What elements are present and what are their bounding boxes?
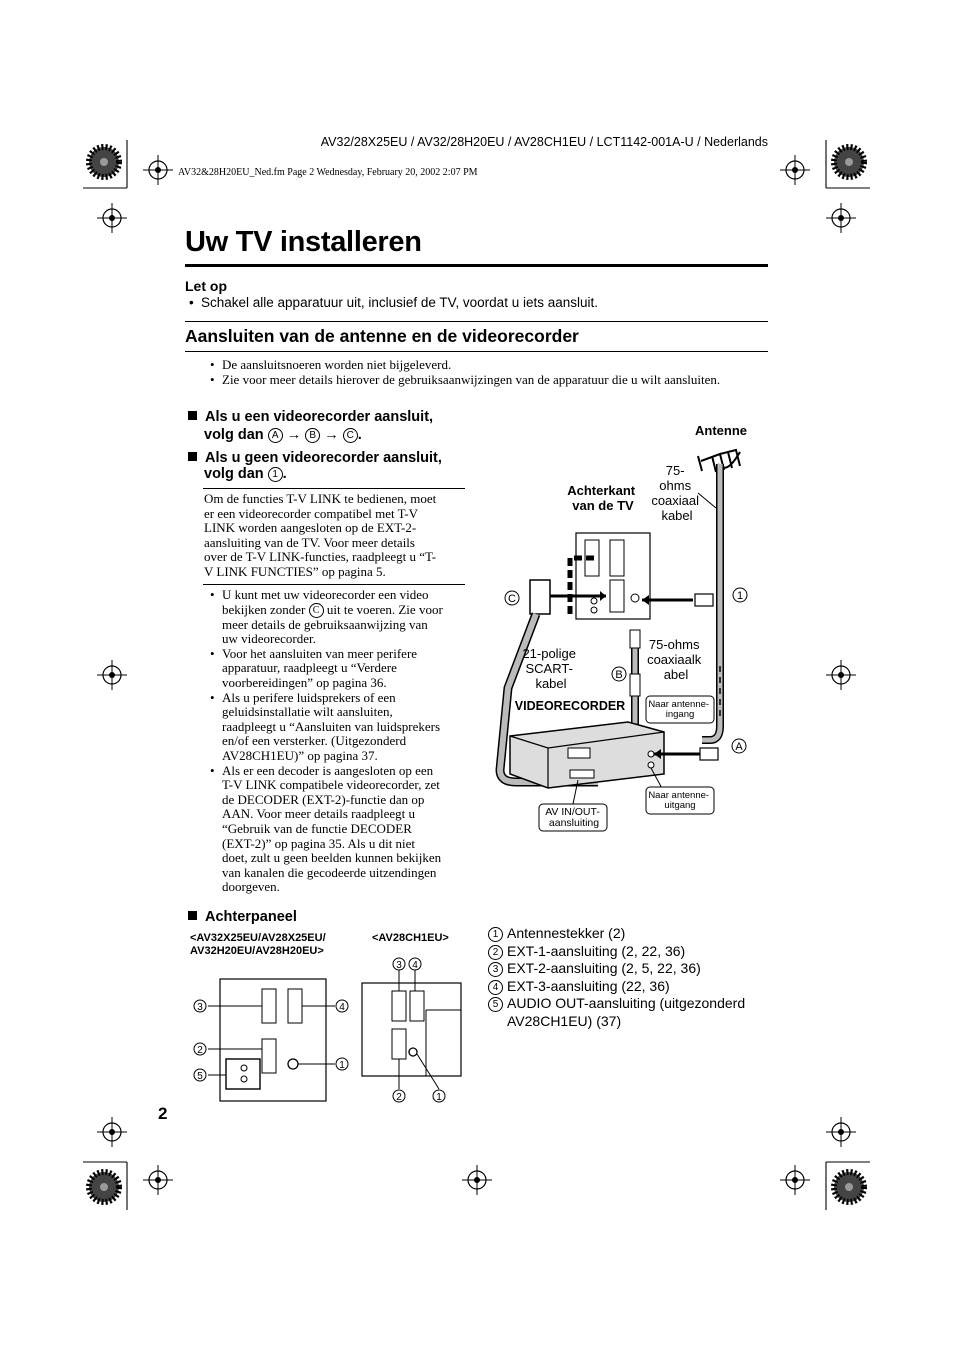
tvlink-rule-top: [203, 488, 465, 489]
rear-panel-heading: Achterpaneel: [188, 909, 297, 925]
tip-text: AAN. Voor meer details raadpleegt u: [222, 806, 416, 822]
tip-text: T-V LINK compatibele videorecorder, zet: [222, 777, 440, 793]
square-bullet-icon: [188, 411, 197, 420]
marker-1: 1: [736, 590, 744, 602]
page-title: Uw TV installeren: [185, 226, 422, 258]
tv-back-label: Achterkant van de TV: [567, 483, 636, 513]
num-4: 4: [412, 960, 418, 971]
tip-text: Voor het aansluiten van meer perifere: [222, 645, 418, 661]
tip-item: [206, 647, 468, 691]
tip-text: U kunt met uw videorecorder een video: [222, 587, 429, 602]
num-2: 2: [197, 1045, 203, 1056]
tip-text: raadpleegt u “Aansluiten van luidsprekers: [222, 718, 441, 734]
tip-text: uit te voeren. Zie voor: [323, 601, 443, 617]
caution-list: [185, 295, 768, 310]
tip-text: “Gebruik van de functie DECODER: [222, 820, 412, 836]
marker-a: A: [735, 741, 743, 753]
note-item: • Zie voor meer details hierover de gebruiksaanwijzingen van de apparatuur die u wilt aansluiten.: [206, 373, 726, 388]
tip-text: uw videorecorder.: [222, 631, 316, 647]
square-bullet-icon: [188, 452, 197, 461]
feature-item: [488, 943, 778, 961]
tvlink-rule-bottom: [203, 584, 465, 585]
caution-heading: Let op: [185, 278, 227, 294]
step-without-vcr: Als u geen videorecorder aansluit, volg dan 1 .: [188, 450, 442, 482]
num-1: 1: [436, 1092, 442, 1103]
section-title: Aansluiten van de antenne en de videorecorder: [185, 326, 579, 346]
num-5: 5: [197, 1071, 203, 1082]
title-rule: [185, 264, 768, 267]
step-marker-a: A: [268, 428, 283, 443]
step-marker-c: C: [343, 428, 358, 443]
caution-item: • Schakel alle apparatuur uit, inclusief de TV, voordat u iets aansluit.: [185, 295, 768, 310]
tip-text: geluidsinstallatie wilt aansluiten,: [222, 704, 393, 720]
feature-number: 1: [488, 927, 503, 942]
feature-text: Antennestekker (2): [507, 925, 626, 941]
tip-item: [206, 588, 468, 647]
square-bullet-icon: [188, 911, 197, 920]
feature-item: [488, 978, 778, 996]
tvlink-line: V LINK FUNCTIES” op pagina 5.: [204, 563, 386, 579]
tip-text: de DECODER (EXT-2)-functie dan op: [222, 791, 425, 807]
note-item: • De aansluitsnoeren worden niet bijgeleverd.: [206, 358, 726, 373]
tip-item: [206, 691, 468, 764]
tvlink-line: Om de functies T-V LINK te bedienen, moet: [204, 491, 437, 506]
num-3: 3: [197, 1002, 203, 1013]
tvlink-line: LINK worden aangesloten op de EXT-2-: [204, 520, 417, 536]
coax2-label: 75-ohms coaxiaalk abel: [647, 637, 702, 682]
tip-text: (EXT-2)” op pagina 35. Als u dit niet: [222, 835, 416, 851]
model-b-label: <AV28CH1EU>: [372, 932, 449, 944]
tip-text: AV28CH1EU)” op pagina 37.: [222, 747, 378, 763]
rear-panel-diagram-b: [360, 955, 470, 1105]
av-label: AV IN/OUT- aansluiting: [545, 806, 600, 829]
tip-text: van kanalen die gecodeerde uitzendingen: [222, 864, 437, 880]
feature-text: AV28CH1EU) (37): [507, 1012, 622, 1029]
marker-c: C: [508, 593, 516, 605]
feature-item: [488, 995, 778, 1030]
num-4: 4: [339, 1002, 345, 1013]
tip-text: doorgeven.: [222, 879, 280, 895]
vcr-label: VIDEORECORDER: [514, 699, 626, 713]
connection-diagram: [488, 416, 778, 846]
rear-panel-diagram-a: [190, 975, 350, 1105]
antenna-label: Antenne: [695, 423, 747, 438]
feature-text: EXT-3-aansluiting (22, 36): [507, 977, 670, 994]
tv-back-panel: [576, 533, 650, 619]
feature-number: 4: [488, 980, 503, 995]
feature-text: EXT-2-aansluiting (2, 5, 22, 36): [507, 960, 701, 976]
tip-text: Als u perifere luidsprekers of een: [222, 689, 396, 705]
num-2: 2: [396, 1092, 402, 1103]
feature-text: EXT-1-aansluiting (2, 22, 36): [507, 942, 686, 959]
step-marker-c: C: [309, 603, 324, 618]
marker-b: B: [615, 669, 623, 681]
tvlink-line: er een videorecorder compatibel met T-V: [204, 505, 419, 521]
divider: [185, 321, 768, 322]
step-marker-b: B: [305, 428, 320, 443]
tip-text: Als er een decoder is aangesloten op een: [222, 762, 434, 778]
tip-text: voorbereidingen” op pagina 36.: [222, 674, 387, 690]
section-notes: [206, 358, 726, 387]
cable-75-label: 75- ohms coaxiaal kabel: [651, 463, 700, 523]
feature-number: 3: [488, 962, 503, 977]
feature-text: AUDIO OUT-aansluiting (uitgezonderd: [507, 995, 746, 1011]
tip-text: apparatuur, raadpleegt u “Verdere: [222, 660, 397, 676]
step-with-vcr: Als u een videorecorder aansluit, volg dan A → B → C .: [188, 408, 433, 444]
model-line: AV32/28X25EU / AV32/28H20EU / AV28CH1EU / LCT1142-001A-U / Nederlands: [320, 135, 768, 149]
num-3: 3: [396, 960, 402, 971]
tip-text: doet, zult u geen beelden kunnen bekijken: [222, 850, 442, 866]
scart-label: 21-polige SCART- kabel: [522, 646, 576, 691]
vcr-icon: [510, 722, 664, 788]
ant-out-label: Naar antenne- uitgang: [648, 790, 710, 811]
step-marker-1: 1: [268, 467, 283, 482]
feature-list: [488, 925, 778, 1030]
page-number: 2: [158, 1104, 168, 1123]
feature-item: [488, 960, 778, 978]
tip-text: bekijken zonder: [222, 601, 309, 617]
tvlink-line: aansluiting van de TV. Voor meer details: [204, 534, 415, 550]
section-rule: [185, 351, 768, 352]
feature-number: 2: [488, 945, 503, 960]
feature-number: 5: [488, 997, 503, 1012]
num-1: 1: [339, 1060, 345, 1071]
tvlink-box: [204, 492, 466, 580]
tip-item: [206, 764, 468, 895]
tvlink-line: over de T-V LINK-functies, raadpleegt u “T-: [204, 549, 437, 565]
feature-item: [488, 925, 778, 943]
ant-in-label: Naar antenne- ingang: [648, 699, 710, 720]
file-info-line: AV32&28H20EU_Ned.fm Page 2 Wednesday, February 20, 2002 2:07 PM: [178, 167, 478, 178]
tip-text: meer details de gebruiksaanwijzing van: [222, 616, 428, 632]
model-a-label: <AV32X25EU/AV28X25EU/ AV32H20EU/AV28H20EU>: [190, 932, 326, 957]
tips-list: [206, 588, 468, 895]
tip-text: en/of een versterker. (Uitgezonderd: [222, 733, 407, 749]
